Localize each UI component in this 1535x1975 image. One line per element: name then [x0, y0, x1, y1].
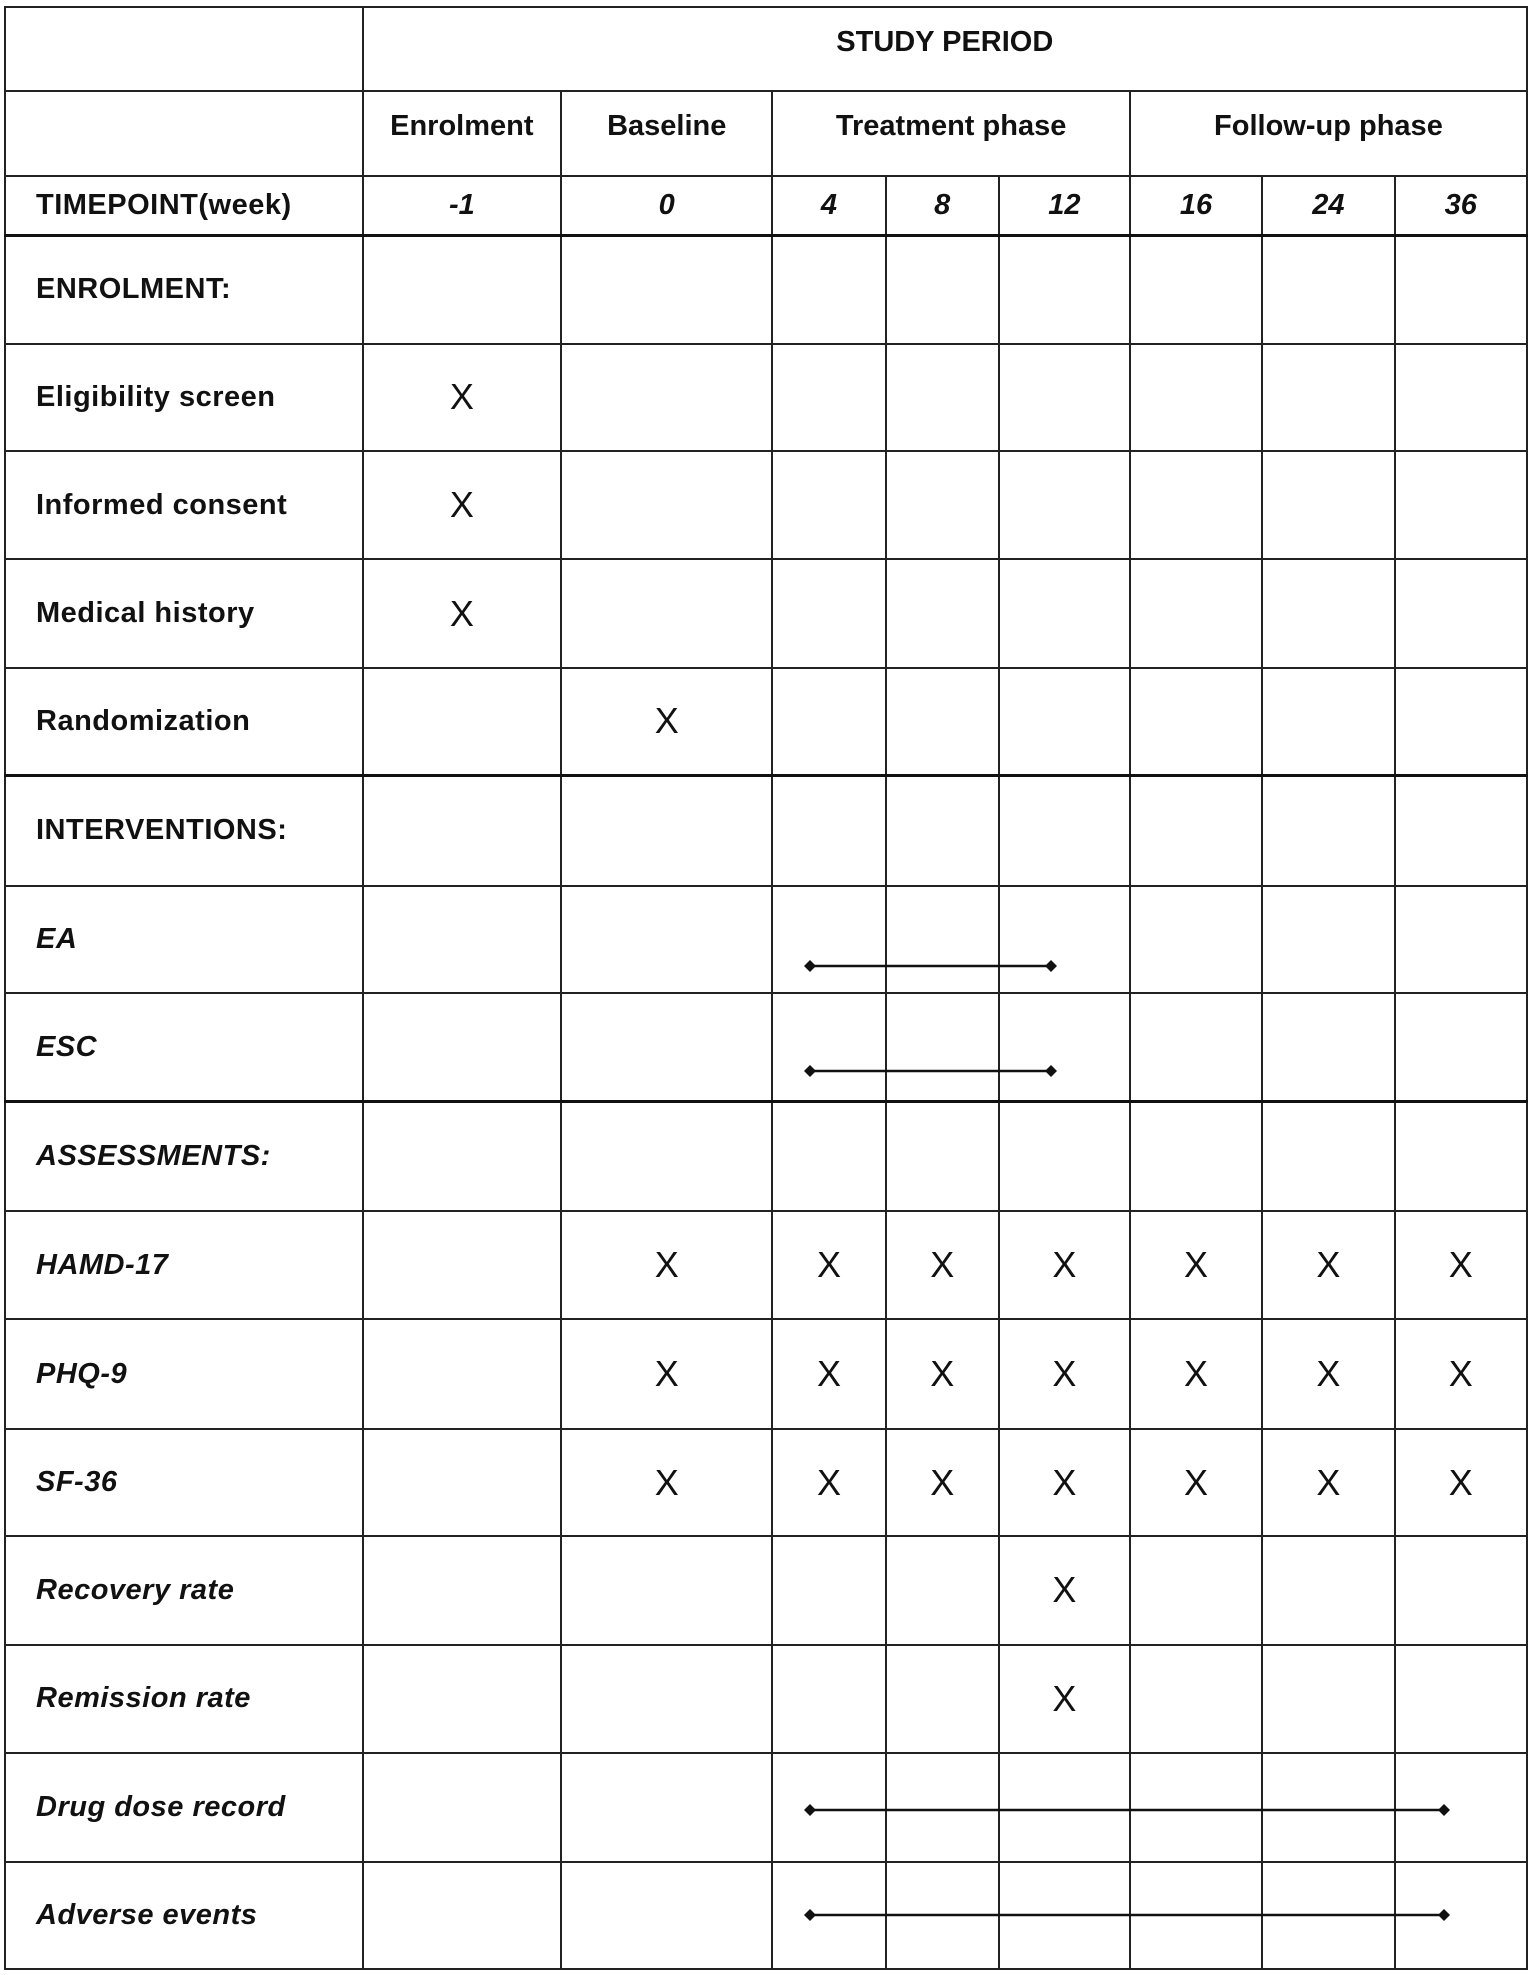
timepoint-week-4: 4 [772, 176, 885, 235]
spirit-schedule-table [4, 6, 1528, 1970]
study-period-header: STUDY PERIOD [363, 7, 1527, 91]
mark-phq-w0: X [561, 1319, 772, 1428]
mark-hamd-w16: X [1130, 1211, 1262, 1319]
section-enrolment-cell [5, 235, 363, 343]
mark-hamd-w0: X [561, 1211, 772, 1319]
row-sf36 [5, 1429, 1527, 1536]
mark-hamd-w24: X [1262, 1211, 1394, 1319]
row-drug [5, 1753, 1527, 1861]
row-label-consent: Informed consent [36, 488, 288, 521]
mark-eligibility-w-1: X [363, 344, 562, 451]
study-period-row [5, 7, 1527, 91]
mark-phq-w16: X [1130, 1319, 1262, 1428]
section-assessments: ASSESSMENTS: [36, 1140, 271, 1173]
mark-phq-w4: X [772, 1319, 885, 1428]
section-row-interventions [5, 775, 1527, 885]
mark-remission-w12: X [999, 1645, 1130, 1753]
mark-phq-w24: X [1262, 1319, 1394, 1428]
mark-sf36-w4: X [772, 1429, 885, 1536]
mark-history-w-1: X [363, 559, 562, 667]
phase-baseline: Baseline [561, 91, 772, 177]
mark-recovery-w12: X [999, 1536, 1130, 1644]
timepoint-label-cell [5, 176, 363, 235]
row-label-remission: Remission rate [36, 1682, 251, 1715]
row-eligibility [5, 344, 1527, 451]
phase-row [5, 91, 1527, 177]
row-randomization [5, 668, 1527, 775]
section-enrolment: ENROLMENT: [36, 273, 232, 306]
timepoint-week-0: 0 [561, 176, 772, 235]
row-label-phq: PHQ-9 [36, 1357, 128, 1390]
mark-consent-w-1: X [363, 451, 562, 559]
phase-follow-up: Follow-up phase [1130, 91, 1527, 177]
mark-hamd-w36: X [1395, 1211, 1527, 1319]
row-hamd [5, 1211, 1527, 1319]
mark-sf36-w24: X [1262, 1429, 1394, 1536]
row-label-hamd: HAMD-17 [36, 1248, 169, 1281]
row-label-eligibility: Eligibility screen [36, 380, 276, 413]
mark-phq-w12: X [999, 1319, 1130, 1428]
row-recovery [5, 1536, 1527, 1644]
timepoint-row [5, 176, 1527, 235]
mark-hamd-w8: X [886, 1211, 999, 1319]
row-esc [5, 993, 1527, 1101]
mark-sf36-w0: X [561, 1429, 772, 1536]
row-label-esc: ESC [36, 1030, 98, 1063]
row-label-ea: EA [36, 922, 78, 955]
mark-sf36-w8: X [886, 1429, 999, 1536]
timepoint-week-16: 16 [1130, 176, 1262, 235]
timepoint-week-12: 12 [999, 176, 1130, 235]
section-row-assessments [5, 1102, 1527, 1211]
phase-corner-cell [5, 91, 363, 177]
row-label-adverse: Adverse events [36, 1898, 258, 1931]
mark-sf36-w12: X [999, 1429, 1130, 1536]
row-remission [5, 1645, 1527, 1753]
mark-sf36-w16: X [1130, 1429, 1262, 1536]
row-history [5, 559, 1527, 667]
row-label-history: Medical history [36, 597, 255, 630]
mark-hamd-w4: X [772, 1211, 885, 1319]
timepoint-week-8: 8 [886, 176, 999, 235]
timepoint-week-36: 36 [1395, 176, 1527, 235]
row-adverse [5, 1862, 1527, 1969]
timepoint-week-minus-1: -1 [363, 176, 562, 235]
mark-sf36-w36: X [1395, 1429, 1527, 1536]
row-label-sf36: SF-36 [36, 1466, 118, 1499]
corner-cell [5, 7, 363, 91]
mark-phq-w36: X [1395, 1319, 1527, 1428]
row-ea [5, 886, 1527, 993]
row-label-randomization: Randomization [36, 704, 251, 737]
mark-hamd-w12: X [999, 1211, 1130, 1319]
mark-phq-w8: X [886, 1319, 999, 1428]
row-label-recovery: Recovery rate [36, 1573, 235, 1606]
section-row-enrolment [5, 235, 1527, 343]
row-label-drug: Drug dose record [36, 1790, 286, 1823]
phase-treatment: Treatment phase [772, 91, 1130, 177]
mark-randomization-w0: X [561, 668, 772, 775]
row-phq [5, 1319, 1527, 1428]
timepoint-label: TIMEPOINT(week) [36, 189, 292, 222]
timepoint-week-24: 24 [1262, 176, 1394, 235]
phase-enrolment: Enrolment [363, 91, 562, 177]
row-consent [5, 451, 1527, 559]
section-interventions: INTERVENTIONS: [36, 814, 288, 847]
